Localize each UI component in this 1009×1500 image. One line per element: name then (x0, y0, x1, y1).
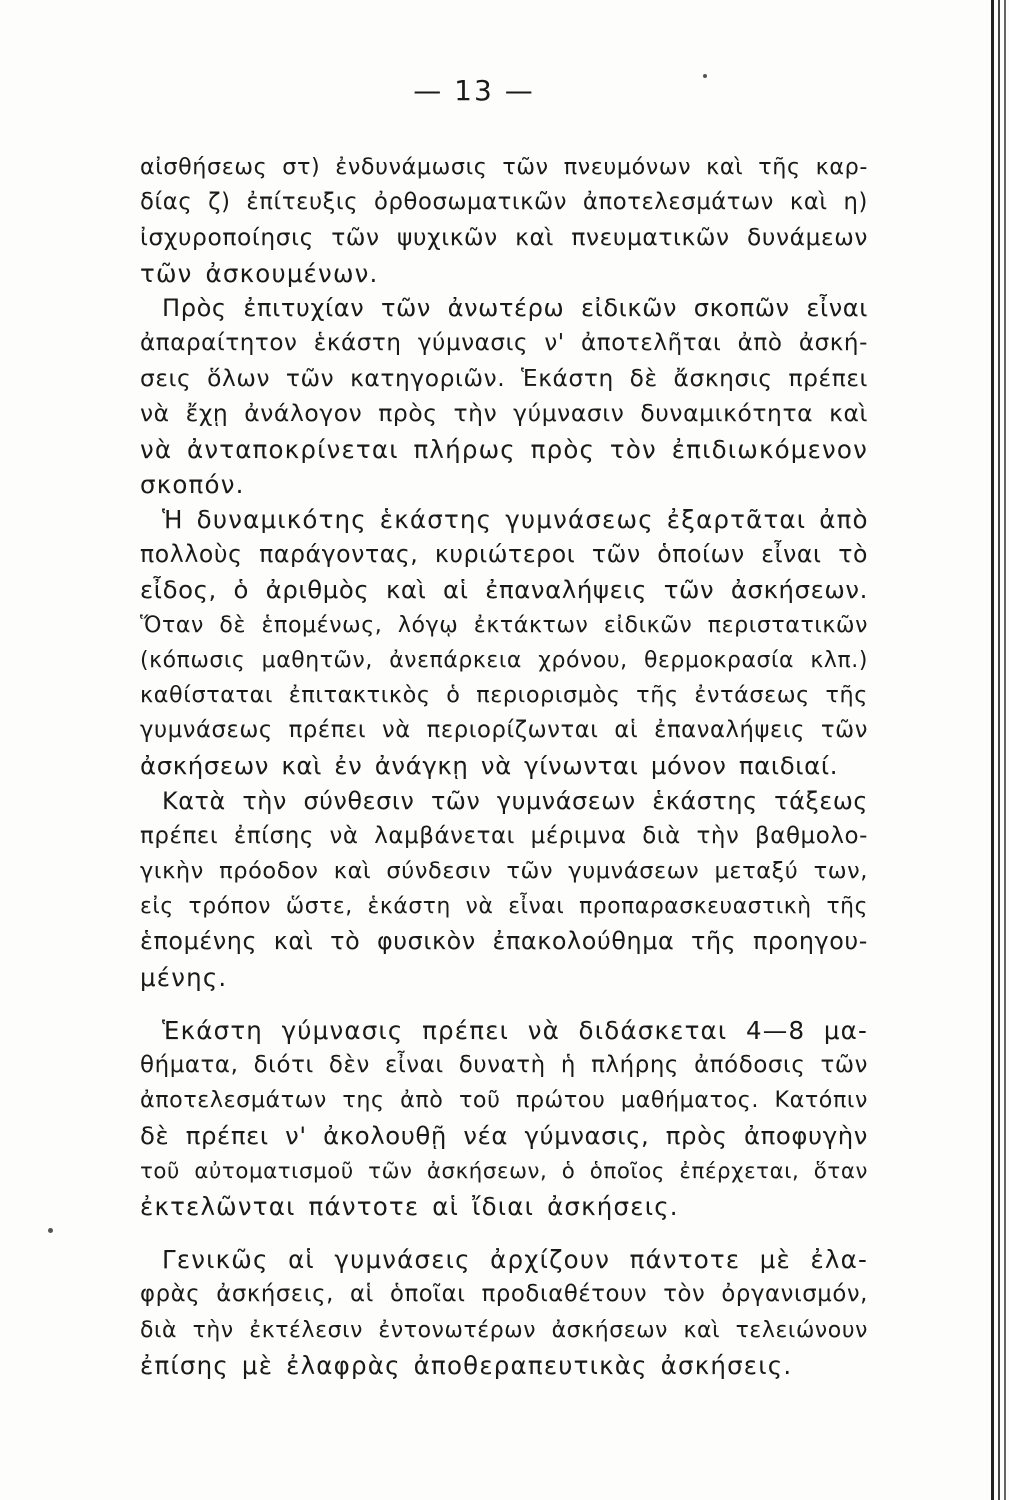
text-line: ἀποτελεσμάτων της ἀπὸ τοῦ πρώτου μαθήματος. Κατόπιν (140, 1087, 868, 1114)
text-line: γικὴν πρόοδον καὶ σύνδεσιν τῶν γυμνάσεων μεταξύ των, (140, 858, 868, 885)
paper-speck (48, 1228, 53, 1233)
paragraph (140, 150, 868, 291)
paragraph (140, 1242, 868, 1383)
text-line: διὰ τὴν ἐκτέλεσιν ἐντονωτέρων ἀσκήσεων καὶ τελειώνουν (140, 1317, 868, 1343)
text-line: αἰσθήσεως στ) ἐνδυνάμωσις τῶν πνευμόνων καὶ τῆς καρ- (140, 154, 868, 180)
text-line: δίας ζ) ἐπίτευξις ὀρθοσωματικῶν ἀποτελεσμάτων καὶ η) (140, 189, 868, 216)
page-edge-shadow (991, 0, 994, 1500)
text-line: πολλοὺς παράγοντας, κυριώτεροι τῶν ὁποίων εἶναι τὸ (140, 540, 868, 569)
page-number: — 13 — (413, 74, 535, 107)
text-line: σκοπόν. (140, 469, 245, 499)
text-line: Ἑκάστη γύμνασις πρέπει νὰ διδάσκεται 4—8 μα- (162, 1015, 868, 1045)
text-line: Κατὰ τὴν σύνθεσιν τῶν γυμνάσεων ἑκάστης τάξεως (162, 786, 868, 815)
text-line: εἰς τρόπον ὥστε, ἑκάστη νὰ εἶναι προπαρασκευαστικὴ τῆς (140, 894, 868, 920)
text-line: (κόπωσις μαθητῶν, ἀνεπάρκεια χρόνου, θερμοκρασία κλπ.) (140, 647, 868, 673)
text-line: τοῦ αὐτοματισμοῦ τῶν ἀσκήσεων, ὁ ὁποῖος ἐπέρχεται, ὅταν (140, 1158, 868, 1184)
text-line: δὲ πρέπει ν' ἀκολουθῇ νέα γύμνασις, πρὸς ἀποφυγὴν (140, 1121, 868, 1151)
text-line: τῶν ἀσκουμένων. (140, 258, 379, 288)
text-line: Γενικῶς αἱ γυμνάσεις ἀρχίζουν πάντοτε μὲ ἐλα- (162, 1245, 868, 1275)
page-edge-shadow (1004, 0, 1006, 1500)
body-text (140, 150, 868, 1383)
paragraph (140, 1013, 868, 1224)
text-line: νὰ ἀνταποκρίνεται πλήρως πρὸς τὸν ἐπιδιωκόμενον (140, 434, 868, 464)
text-line: φρὰς ἀσκήσεις, αἱ ὁποῖαι προδιαθέτουν τὸν ὀργανισμόν, (140, 1281, 868, 1308)
text-line: ἰσχυροποίησις τῶν ψυχικῶν καὶ πνευματικῶν δυνάμεων (140, 223, 868, 252)
text-line: σεις ὅλων τῶν κατηγοριῶν. Ἑκάστη δὲ ἄσκησις πρέπει (140, 365, 868, 393)
text-line: εἶδος, ὁ ἀριθμὸς καὶ αἱ ἐπαναλήψεις τῶν ἀσκήσεων. (140, 575, 868, 605)
text-line: Πρὸς ἐπιτυχίαν τῶν ἀνωτέρω εἰδικῶν σκοπῶν εἶναι (162, 293, 868, 322)
text-line: Ἡ δυναμικότης ἑκάστης γυμνάσεως ἐξαρτᾶται ἀπὸ (162, 505, 869, 535)
text-line: ἀπαραίτητον ἑκάστη γύμνασις ν' ἀποτελῆται ἀπὸ ἀσκή- (140, 330, 868, 357)
paragraph (140, 784, 868, 995)
text-line: ἐκτελῶνται πάντοτε αἱ ἴδιαι ἀσκήσεις. (140, 1191, 679, 1221)
paragraph (140, 291, 868, 502)
text-line: γυμνάσεως πρέπει νὰ περιορίζωνται αἱ ἐπαναλήψεις τῶν (140, 717, 868, 744)
paragraph-gap (140, 1224, 868, 1242)
text-line: ἀσκήσεων καὶ ἐν ἀνάγκῃ νὰ γίνωνται μόνον παιδιαί. (140, 751, 839, 781)
text-line: ἐπίσης μὲ ἐλαφρὰς ἀποθεραπευτικὰς ἀσκήσεις. (140, 1350, 793, 1380)
page-edge-shadow (998, 0, 1000, 1500)
text-line: ἑπομένης καὶ τὸ φυσικὸν ἐπακολούθημα τῆς προηγου- (140, 927, 868, 956)
text-line: Ὅταν δὲ ἑπομένως, λόγῳ ἐκτάκτων εἰδικῶν περιστατικῶν (140, 612, 868, 638)
paragraph-gap (140, 995, 868, 1013)
text-line: μένης. (140, 962, 228, 992)
text-line: καθίσταται ἐπιτακτικὸς ὁ περιορισμὸς τῆς ἐντάσεως τῆς (140, 682, 868, 709)
text-line: νὰ ἔχῃ ἀνάλογον πρὸς τὴν γύμνασιν δυναμικότητα καὶ (140, 399, 868, 428)
text-line: πρέπει ἐπίσης νὰ λαμβάνεται μέριμνα διὰ τὴν βαθμολο- (140, 822, 868, 849)
text-line: θήματα, διότι δὲν εἶναι δυνατὴ ἡ πλήρης ἀπόδοσις τῶν (140, 1052, 868, 1079)
paragraph (140, 502, 868, 784)
